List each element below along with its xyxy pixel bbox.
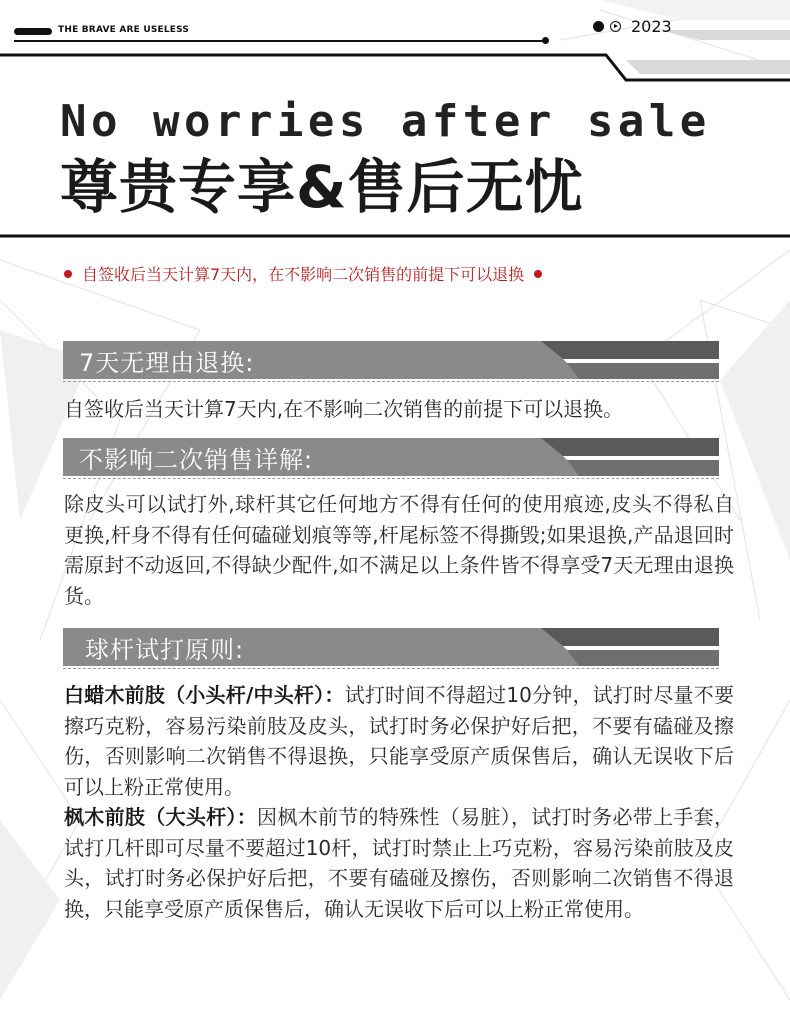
notice-text: 自签收后当天计算7天内，在不影响二次销售的前提下可以退换 (82, 265, 525, 284)
section-underline (63, 381, 719, 382)
section-body: 自签收后当天计算7天内,在不影响二次销售的前提下可以退换。 (64, 397, 624, 421)
trial-rule-term: 白蜡木前肢（小头杆/中头杆）： (64, 683, 345, 707)
play-icon (610, 21, 621, 32)
bullet-dot-icon (534, 270, 542, 278)
notice-line (64, 262, 542, 285)
section-heading-bar (63, 341, 719, 379)
trial-rule-text: 因枫木前节的特殊性（易脏），试打时务必带上手套，试打几杆即可尽量不要超过10杆，试打时禁止上巧克粉，容易污染前肢及皮头，试打时务必保护好后把，不要有磕碰及擦伤，否则影响二次销售不得退换，只能享受原产质保售后，确认无误收下后可以上粉正常使用。 (64, 805, 735, 921)
section-heading: 不影响二次销售详解: (79, 446, 314, 474)
header-rule (14, 40, 546, 42)
trial-rule-term: 枫木前肢（大头杆）： (64, 805, 258, 829)
section-underline (63, 478, 719, 479)
section-heading: 球杆试打原则: (85, 636, 245, 664)
header-tagline: THE BRAVE ARE USELESS (58, 25, 190, 35)
section-underline (63, 668, 719, 669)
section-heading: 7天无理由退换: (79, 349, 255, 377)
section-body: 除皮头可以试打外,球杆其它任何地方不得有任何的使用痕迹,皮头不得私自更换,杆身不得有任何磕碰划痕等等,杆尾标签不得撕毁;如果退换,产品退回时需原封不动返回,不得缺少配件,如不满足以上条件皆不得享受7天无理由退换货。 (64, 492, 734, 608)
section-heading-bar (63, 628, 719, 666)
header-pill-mark (14, 28, 52, 35)
year-text: 2023 (631, 17, 672, 36)
chinese-title: 尊贵专享&售后无忧 (60, 153, 584, 221)
bullet-dot-icon (64, 270, 72, 278)
trial-rule-paragraph (64, 680, 734, 924)
header-rule-dot (542, 37, 549, 44)
dot-icon (593, 21, 604, 32)
trial-rule-text: 试打时间不得超过10分钟，试打时尽量不要擦巧克粉，容易污染前肢及皮头，试打时务必保护好后把，不要有磕碰及擦伤，否则影响二次销售不得退换，只能享受原产质保售后，确认无误收下后可以上粉正常使用。 (64, 683, 734, 799)
year-badge (593, 17, 672, 36)
english-title: No worries after sale (60, 96, 711, 147)
section-heading-bar (63, 438, 719, 476)
